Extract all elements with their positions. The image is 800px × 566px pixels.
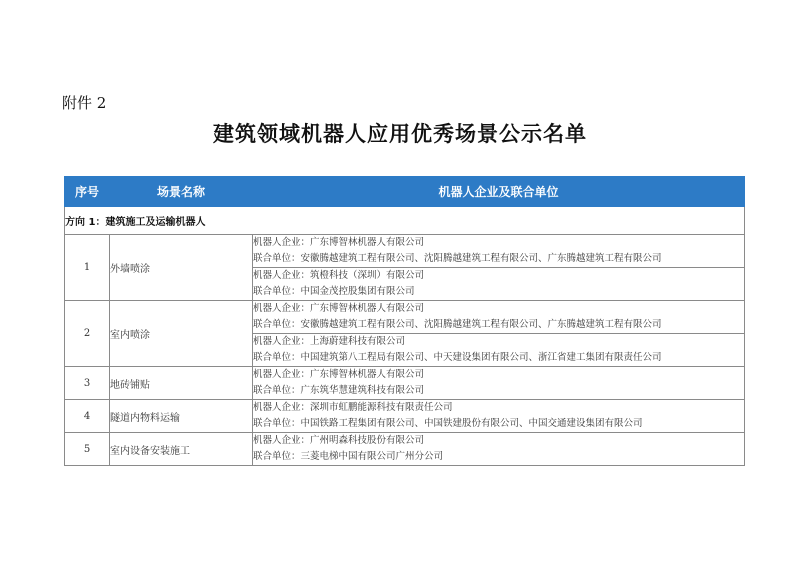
table-row (65, 235, 745, 268)
joint-units: 联合单位：安徽腾越建筑工程有限公司、沈阳腾越建筑工程有限公司、广东腾越建筑工程有限公司 (253, 253, 662, 264)
joint-units: 联合单位：中国金茂控股集团有限公司 (253, 286, 415, 297)
table-header-row (65, 177, 745, 207)
company-entry (253, 367, 745, 400)
company-entry (253, 400, 745, 433)
column-header-scene: 场景名称 (110, 177, 253, 207)
joint-units: 联合单位：广东筑华慧建筑科技有限公司 (253, 385, 425, 396)
company-entry (253, 433, 745, 466)
company-entry (253, 268, 745, 301)
direction-row (65, 207, 745, 235)
table-row (65, 400, 745, 433)
table-row (65, 301, 745, 334)
row-number: 1 (65, 235, 110, 301)
row-number: 2 (65, 301, 110, 367)
robot-company: 机器人企业：深圳市虹鹏能源科技有限责任公司 (253, 402, 453, 413)
robot-company: 机器人企业：广东博智林机器人有限公司 (253, 237, 425, 248)
robot-company: 机器人企业：广州明森科技股份有限公司 (253, 435, 425, 446)
attachment-label: 附件 2 (62, 94, 107, 112)
robot-company: 机器人企业：上海蔚建科技有限公司 (253, 336, 406, 347)
robot-company: 机器人企业：筑橙科技（深圳）有限公司 (253, 270, 425, 281)
robot-company: 机器人企业：广东博智林机器人有限公司 (253, 369, 425, 380)
scene-name: 室内设备安装施工 (110, 433, 253, 466)
direction-label: 方向 1：建筑施工及运输机器人 (65, 207, 745, 235)
document-title: 建筑领域机器人应用优秀场景公示名单 (213, 122, 587, 146)
scene-list-table (64, 176, 745, 466)
company-entry (253, 235, 745, 268)
robot-company: 机器人企业：广东博智林机器人有限公司 (253, 303, 425, 314)
joint-units: 联合单位：三菱电梯中国有限公司广州分公司 (253, 451, 444, 462)
joint-units: 联合单位：安徽腾越建筑工程有限公司、沈阳腾越建筑工程有限公司、广东腾越建筑工程有限公司 (253, 319, 662, 330)
joint-units: 联合单位：中国铁路工程集团有限公司、中国铁建股份有限公司、中国交通建设集团有限公司 (253, 418, 643, 429)
table-row (65, 433, 745, 466)
row-number: 3 (65, 367, 110, 400)
scene-name: 室内喷涂 (110, 301, 253, 367)
scene-name: 外墙喷涂 (110, 235, 253, 301)
row-number: 4 (65, 400, 110, 433)
company-entry (253, 334, 745, 367)
scene-name: 隧道内物料运输 (110, 400, 253, 433)
scene-name: 地砖铺贴 (110, 367, 253, 400)
joint-units: 联合单位：中国建筑第八工程局有限公司、中天建设集团有限公司、浙江省建工集团有限责任公司 (253, 352, 662, 363)
column-header-companies: 机器人企业及联合单位 (253, 177, 745, 207)
table-row (65, 367, 745, 400)
company-entry (253, 301, 745, 334)
row-number: 5 (65, 433, 110, 466)
column-header-no: 序号 (65, 177, 110, 207)
